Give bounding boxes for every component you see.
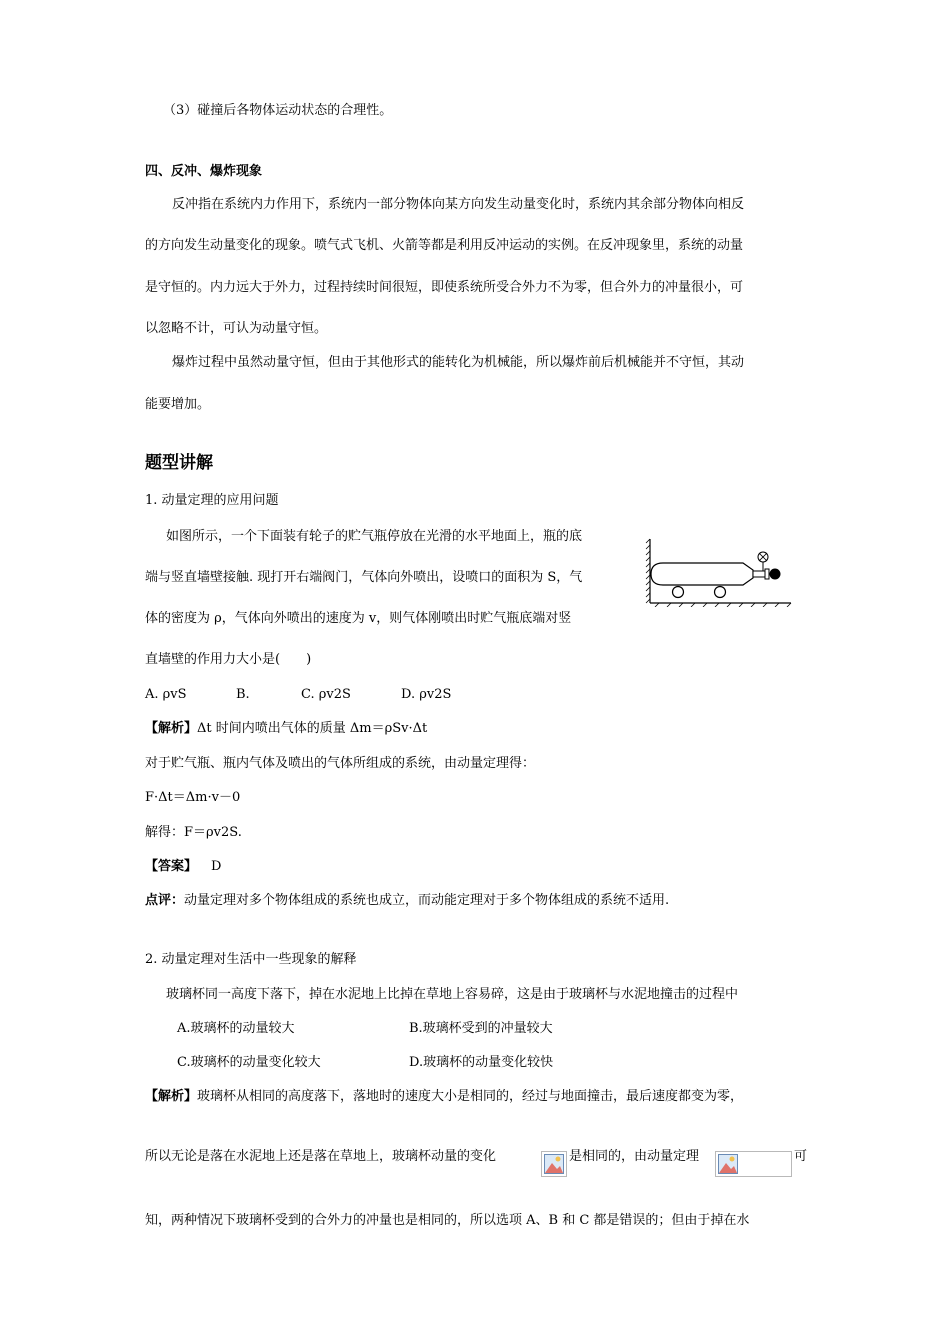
paragraph-line: 以忽略不计，可认为动量守恒。 [145, 321, 328, 336]
option-d: D. ρv2S [401, 687, 452, 702]
analysis-line [145, 1088, 743, 1106]
broken-image-icon [715, 1151, 792, 1177]
paragraph-line: 爆炸过程中虽然动量守恒，但由于其他形式的能转化为机械能，所以爆炸前后机械能并不守恒，其动 [172, 355, 745, 370]
analysis-label: 【解析】 [145, 721, 198, 736]
gas-cylinder-figure [645, 535, 795, 607]
analysis-line: 解得：F＝ρv2S. [145, 825, 242, 840]
comment-line [145, 892, 669, 910]
option-c: C. ρv2S [301, 687, 351, 702]
option-a: A.玻璃杯的动量较大 [177, 1021, 295, 1036]
question-2-title: 2. 动量定理对生活中一些现象的解释 [145, 952, 357, 967]
section-heading: 题型讲解 [145, 453, 213, 473]
answer-line [145, 858, 221, 876]
analysis-line-part: 所以无论是落在水泥地上还是落在草地上，玻璃杯动量的变化 [145, 1149, 497, 1164]
option-b: B.玻璃杯受到的冲量较大 [409, 1021, 553, 1036]
question-1-text: 直墙壁的作用力大小是( ) [145, 652, 312, 667]
answer-value: D [211, 859, 222, 874]
paragraph-line: 能要增加。 [145, 397, 211, 412]
analysis-text: Δt 时间内喷出气体的质量 Δm＝ρSv·Δt [197, 721, 428, 736]
option-a: A. ρvS [145, 687, 187, 702]
question-1-text: 体的密度为 ρ，气体向外喷出的速度为 v，则气体刚喷出时贮气瓶底端对竖 [145, 611, 572, 626]
comment-label: 点评： [145, 893, 185, 908]
paragraph-line: 的方向发生动量变化的现象。喷气式飞机、火箭等都是利用反冲运动的实例。在反冲现象里，系统的动量 [145, 238, 744, 253]
option-d: D.玻璃杯的动量变化较快 [409, 1055, 554, 1070]
comment-text: 动量定理对多个物体组成的系统也成立，而动能定理对于多个物体组成的系统不适用. [184, 893, 670, 908]
analysis-line: 对于贮气瓶、瓶内气体及喷出的气体所组成的系统，由动量定理得： [145, 756, 536, 771]
list-item-3: （3）碰撞后各物体运动状态的合理性。 [163, 103, 393, 118]
option-c: C.玻璃杯的动量变化较大 [177, 1055, 321, 1070]
analysis-line-part: 可 [794, 1149, 808, 1164]
image-placeholder-icon [718, 1154, 738, 1174]
answer-label: 【答案】 [145, 859, 198, 874]
analysis-line: 知，两种情况下玻璃杯受到的合外力的冲量也是相同的，所以选项 A、B 和 C 都是错误的；但由于掉在水 [145, 1213, 750, 1228]
paragraph-line: 反冲指在系统内力作用下，系统内一部分物体向某方向发生动量变化时，系统内其余部分物体向相反 [172, 197, 745, 212]
analysis-line: F·Δt＝Δm·v－0 [145, 790, 241, 805]
section-title-recoil: 四、反冲、爆炸现象 [145, 164, 263, 179]
question-1-text: 端与竖直墙壁接触. 现打开右端阀门，气体向外喷出，设喷口的面积为 S，气 [145, 570, 583, 585]
paragraph-line: 是守恒的。内力远大于外力，过程持续时间很短，即使系统所受合外力不为零，但合外力的冲量很小，可 [145, 280, 744, 295]
question-1-title: 1. 动量定理的应用问题 [145, 493, 279, 508]
analysis-text: 玻璃杯从相同的高度落下，落地时的速度大小是相同的，经过与地面撞击，最后速度都变为零， [197, 1089, 744, 1104]
question-2-text: 玻璃杯同一高度下落下，掉在水泥地上比掉在草地上容易碎，这是由于玻璃杯与水泥地撞击的过程中 [166, 987, 739, 1002]
analysis-line [145, 720, 427, 738]
image-placeholder-icon [544, 1154, 564, 1174]
question-1-text: 如图所示，一个下面装有轮子的贮气瓶停放在光滑的水平地面上，瓶的底 [166, 529, 583, 544]
analysis-label: 【解析】 [145, 1089, 198, 1104]
broken-image-icon [541, 1151, 567, 1177]
option-b: B. [236, 687, 250, 702]
analysis-line-part: 是相同的，由动量定理 [569, 1149, 700, 1164]
